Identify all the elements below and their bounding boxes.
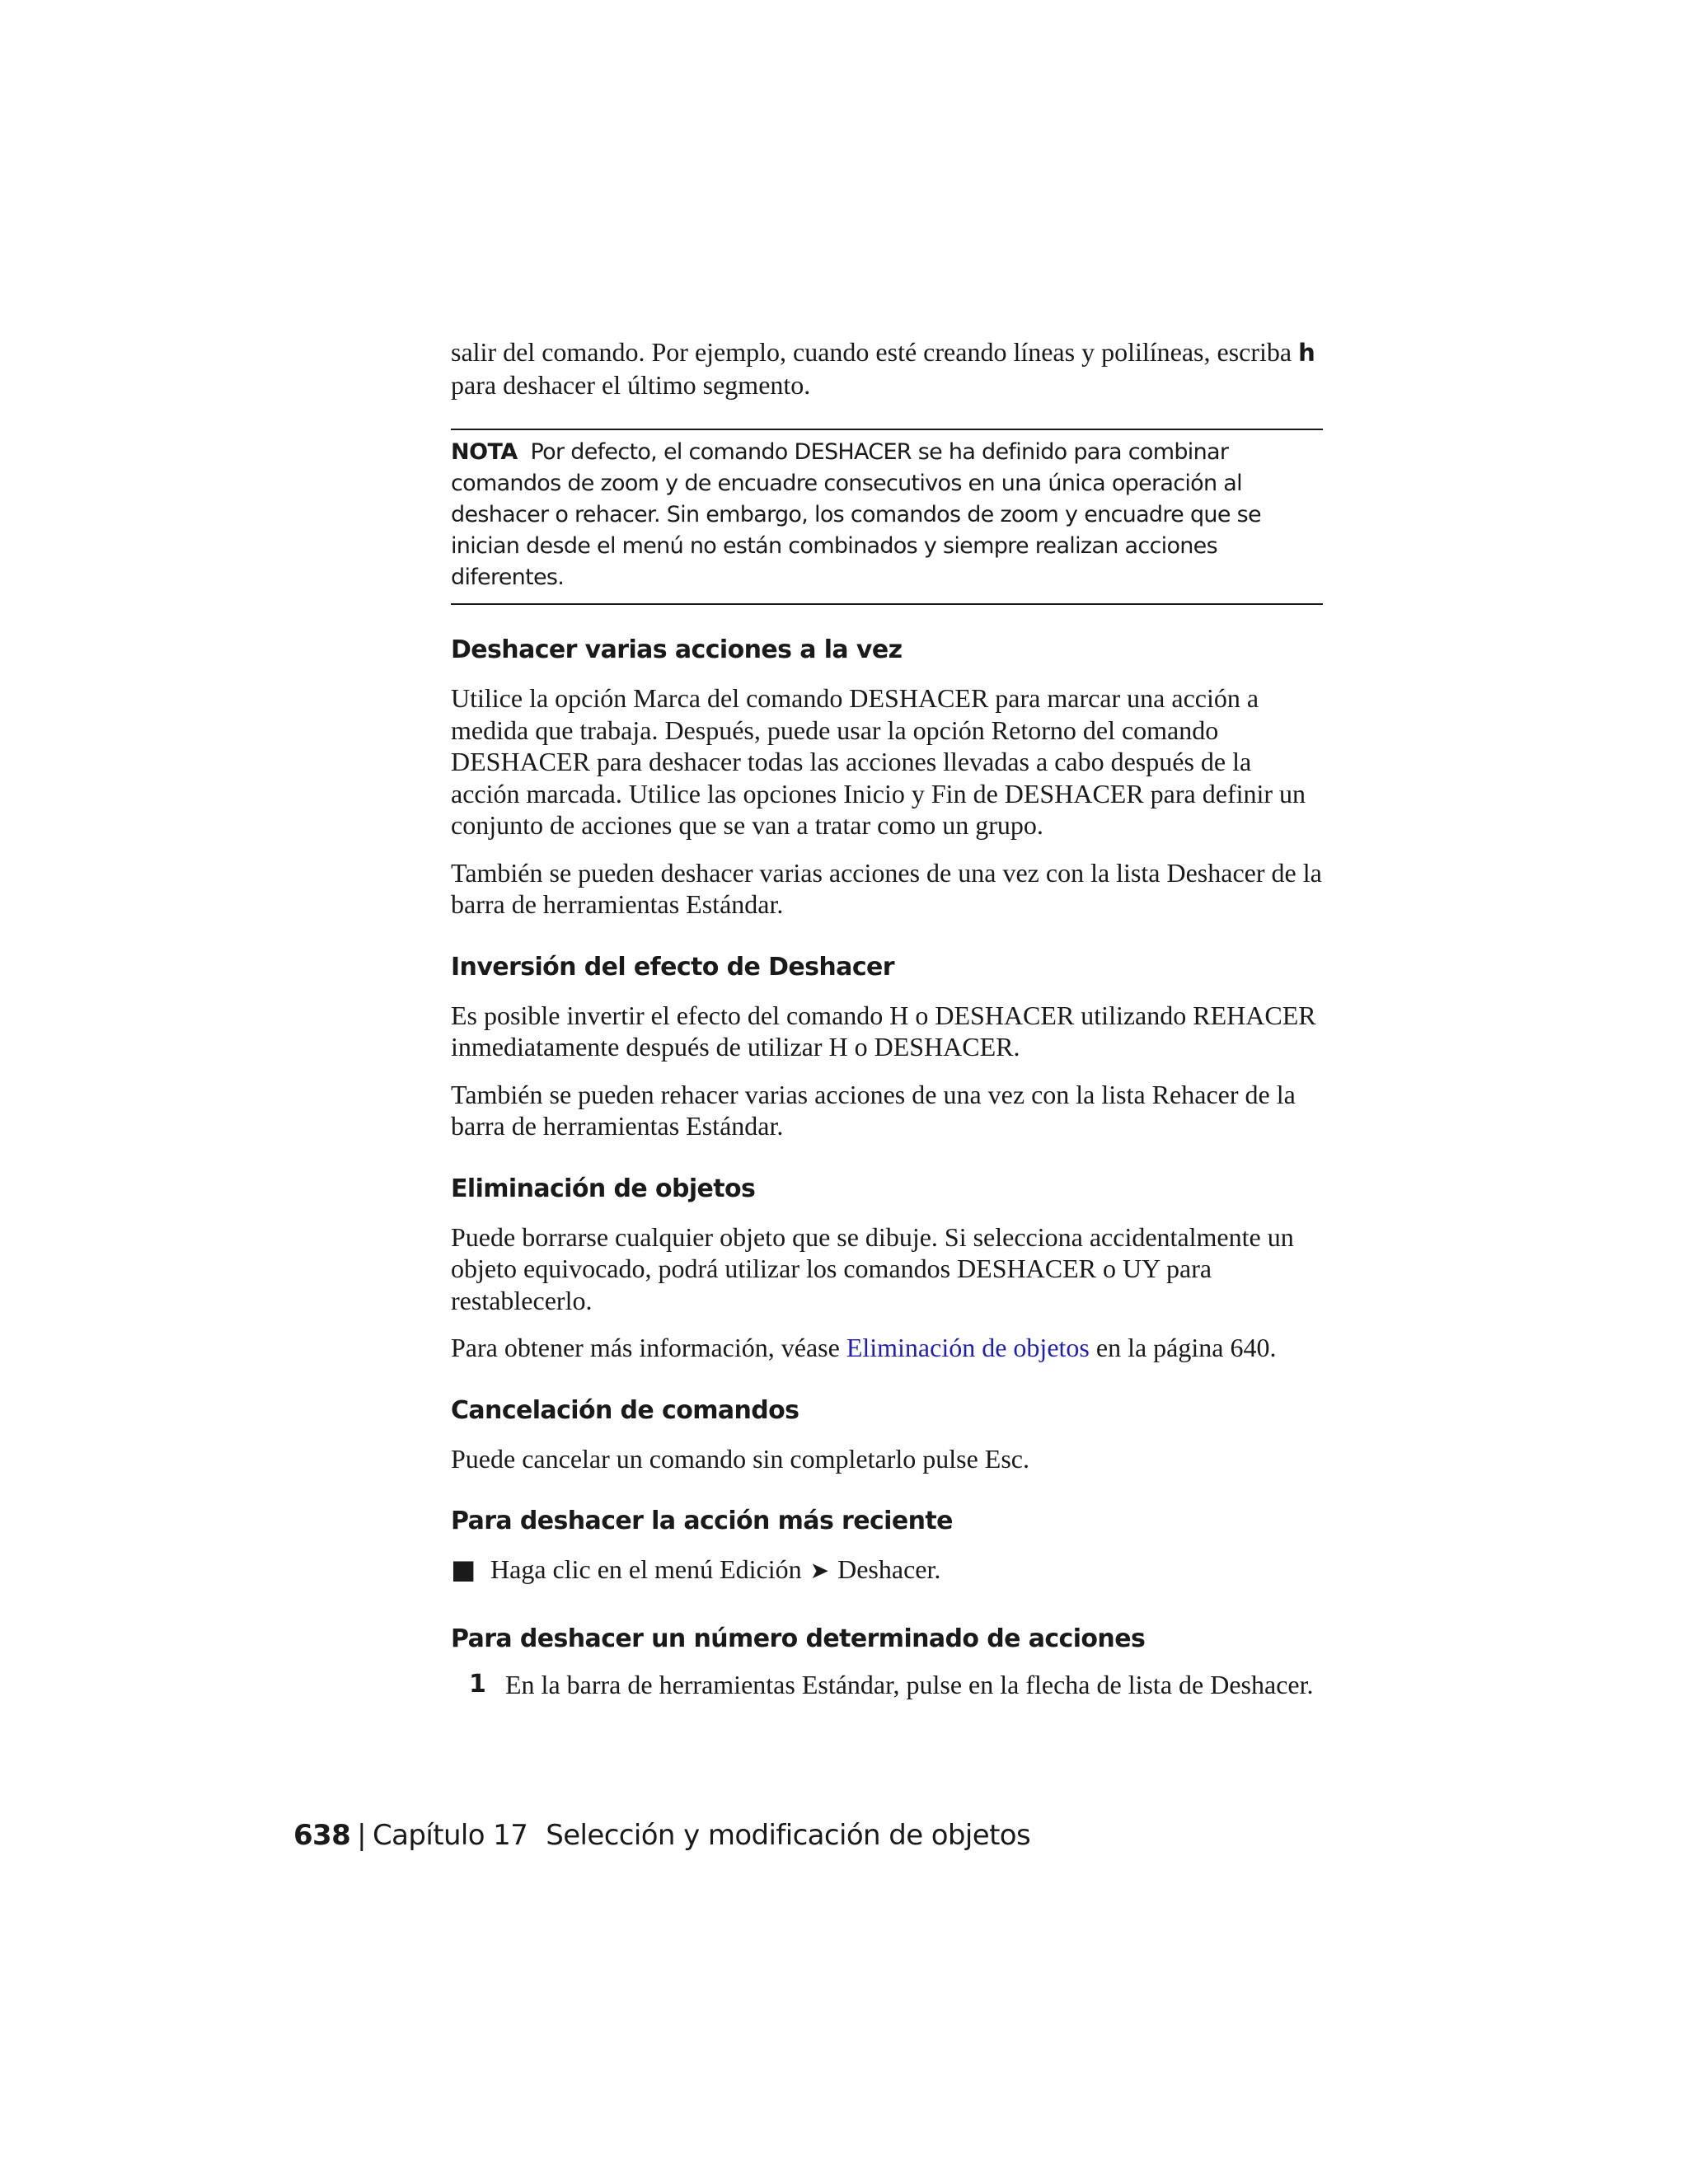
section-heading-deshacer-varias: Deshacer varias acciones a la vez — [451, 635, 903, 664]
intro-text-before: salir del comando. Por ejemplo, cuando esté creando líneas y polilíneas, escriba — [451, 337, 1292, 367]
section-paragraph: Puede cancelar un comando sin completarlo pulse Esc. — [451, 1443, 1029, 1474]
intro-key: h — [1298, 339, 1315, 367]
ref-text-before: Para obtener más información, véase — [451, 1333, 840, 1362]
note-text: Por defecto, el comando DESHACER se ha definido para combinar comandos de zoom y de encuadre consecutivos en una única operación al deshacer o rehacer. Sin embargo, los comandos de zoom y encuadre que se inician desde el menú no están combinados y siempre realizan acciones diferentes. — [451, 439, 1261, 590]
procedure-heading-numero-acciones: Para deshacer un número determinado de acciones — [451, 1624, 1146, 1653]
section-paragraph: También se pueden deshacer varias acciones de una vez con la lista Deshacer de la barra de herramientas Estándar. — [451, 857, 1322, 919]
page-number: 638 — [293, 1819, 351, 1852]
bullet-square-icon: ■ — [451, 1554, 476, 1585]
numbered-step — [451, 1669, 1323, 1701]
step-text — [490, 1554, 940, 1587]
note-box — [451, 429, 1323, 605]
step-text-before: Haga clic en el menú Edición — [490, 1554, 802, 1584]
section-heading-eliminacion: Eliminación de objetos — [451, 1174, 756, 1203]
step-text-after: Deshacer. — [837, 1554, 941, 1584]
section-heading-inversion: Inversión del efecto de Deshacer — [451, 952, 894, 982]
footer-separator: | — [357, 1819, 367, 1852]
menu-arrow-icon: ➤ — [809, 1557, 830, 1584]
section-paragraph: Es posible invertir el efecto del comando H o DESHACER utilizando REHACER inmediatamente después de utilizar H o DESHACER. — [451, 1000, 1316, 1062]
page-body — [451, 336, 1323, 1700]
note-label: NOTA — [451, 439, 518, 465]
procedure-step — [451, 1554, 1323, 1587]
section-heading-cancelacion: Cancelación de comandos — [451, 1395, 799, 1425]
page-footer — [293, 1819, 1030, 1852]
step-number: 1 — [469, 1669, 486, 1699]
intro-paragraph — [451, 336, 1323, 401]
section-paragraph: Utilice la opción Marca del comando DESHACER para marcar una acción a medida que trabaja. Después, puede usar la opción Retorno del comando DESHACER para deshacer todas las acciones llevadas a cabo después de la acción marcada. Utilice las opciones Inicio y Fin de DESHACER para definir un conjunto de acciones que se van a tratar como un grupo. — [451, 683, 1306, 840]
cross-reference-paragraph — [451, 1332, 1323, 1364]
intro-text-after: para deshacer el último segmento. — [451, 369, 811, 400]
ref-text-after: en la página 640. — [1095, 1333, 1277, 1362]
section-paragraph: También se pueden rehacer varias acciones de una vez con la lista Rehacer de la barra de herramientas Estándar. — [451, 1079, 1296, 1141]
procedure-heading-accion-reciente: Para deshacer la acción más reciente — [451, 1507, 953, 1535]
step-text: En la barra de herramientas Estándar, pulse en la flecha de lista de Deshacer. — [505, 1669, 1314, 1699]
chapter-title: Selección y modificación de objetos — [546, 1819, 1031, 1852]
chapter-label: Capítulo 17 — [373, 1819, 528, 1852]
eliminacion-objetos-link[interactable]: Eliminación de objetos — [846, 1333, 1090, 1362]
section-paragraph: Puede borrarse cualquier objeto que se dibuje. Si selecciona accidentalmente un objeto equivocado, podrá utilizar los comandos DESHACER o UY para restablecerlo. — [451, 1221, 1294, 1315]
